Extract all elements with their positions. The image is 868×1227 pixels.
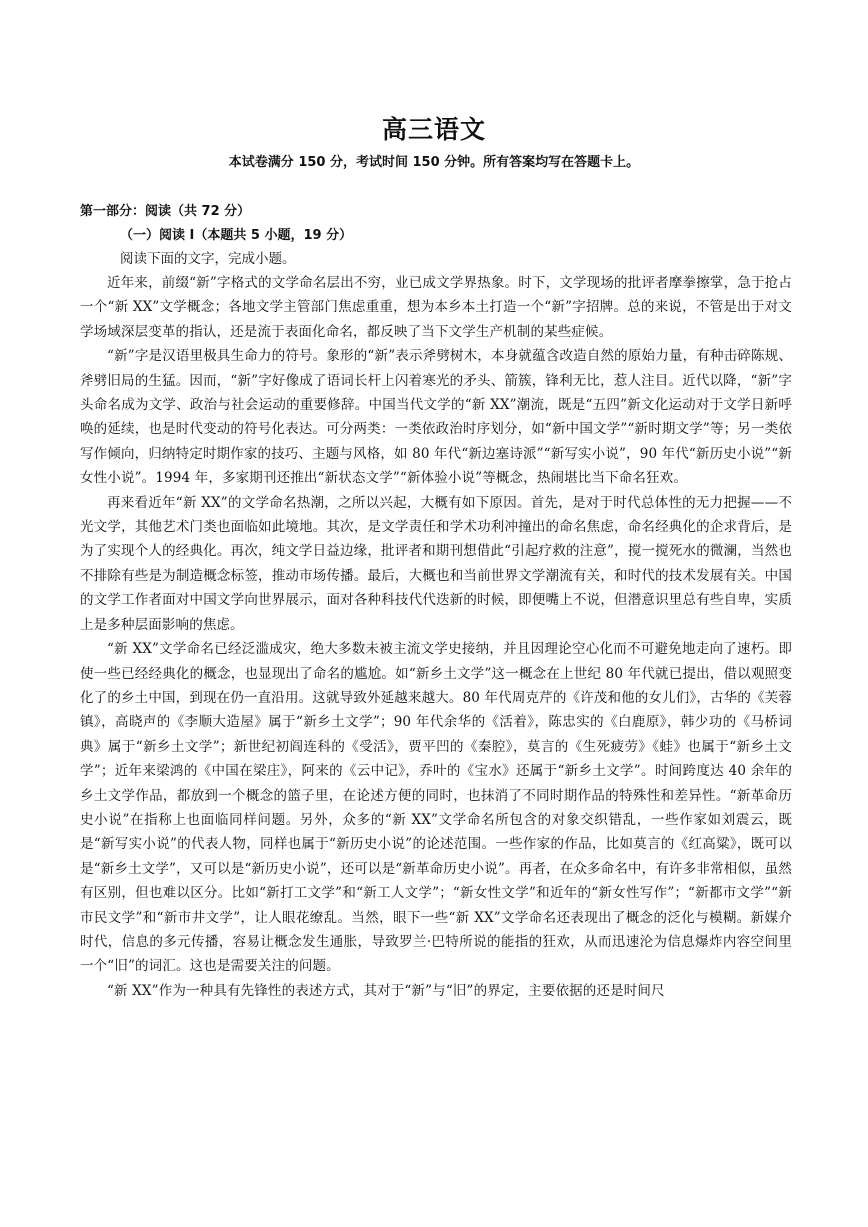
passage-paragraph-1: 近年来，前缀“新”字格式的文学命名层出不穷，业已成文学界热象。时下，文学现场的批评者摩拳擦掌，急于抢占一个“新 XX”文学概念；各地文学主管部门焦虑重重，想为本乡本土打造一个“新”字招牌。总的来说，不管是出于对文学场域深层变革的指认，还是流于表面化命名，都反映了当下文学生产机制的某些症候。 [80,275,792,340]
reading-passage [80,271,792,1003]
exam-title: 高三语文 [381,115,486,144]
part-heading: 第一部分：阅读（共 72 分） [80,204,251,219]
exam-subtitle: 本试卷满分 150 分，考试时间 150 分钟。所有答案均写在答题卡上。 [228,155,640,170]
section-heading: （一）阅读 I（本题共 5 小题，19 分） [120,228,353,243]
passage-paragraph-3: 再来看近年“新 XX”的文学命名热潮，之所以兴起，大概有如下原因。首先，是对于时代总体性的无力把握——不光文学，其他艺术门类也面临如此境地。其次，是文学责任和学术功利冲撞出的命名焦虑，命名经典化的企求背后，是为了实现个人的经典化。再次，纯文学日益边缘，批评者和期刊想借此“引起疗救的注意”，搅一搅死水的微澜，当然也不排除有些是为制造概念标签，推动市场传播。最后，大概也和当前世界文学潮流有关，和时代的技术发展有关。中国的文学工作者面对中国文学向世界展示，面对各种科技代代迭新的时候，即便嘴上不说，但潜意识里总有些自卑，实质上是多种层面影响的焦虑。 [80,494,792,633]
passage-paragraph-5: “新 XX”作为一种具有先锋性的表述方式，其对于“新”与“旧”的界定，主要依据的还是时间尺 [107,982,665,999]
reading-instruction: 阅读下面的文字，完成小题。 [120,251,296,267]
passage-paragraph-2: “新”字是汉语里极具生命力的符号。象形的“新”表示斧劈树木，本身就蕴含改造自然的原始力量，有种击碎陈规、斧劈旧局的生猛。因而，“新”字好像成了语词长杆上闪着寒光的矛头、箭簇，锋利无比，惹人注目。近代以降，“新”字头命名成为文学、政治与社会运动的重要修辞。中国当代文学的“新 XX”潮流，既是“五四”新文化运动对于文学日新呼唤的延续，也是时代变动的符号化表达。可分两类：一类依政治时序划分，如“新中国文学”“新时期文学”等；另一类依写作倾向，归纳特定时期作家的技巧、主题与风格，如 80 年代“新边塞诗派”“新写实小说”，90 年代“新历史小说”“新女性小说”。1994 年，多家期刊还推出“新状态文学”“新体验小说”等概念，热闹堪比当下命名狂欢。 [80,348,792,487]
passage-paragraph-4: “新 XX”文学命名已经泛滥成灾，绝大多数未被主流文学史接纳，并且因理论空心化而不可避免地走向了速朽。即使一些已经经典化的概念，也显现出了命名的尴尬。如“新乡土文学”这一概念在上世纪 80 年代就已提出，借以观照变化了的乡土中国，到现在仍一直沿用。这就导致外延越来越大。80 年代周克芹的《许茂和他的女儿们》，古华的《芙蓉镇》，高晓声的《李顺大造屋》属于“新乡土文学”；90 年代余华的《活着》，陈忠实的《白鹿原》，韩少功的《马桥词典》属于“新乡土文学”；新世纪初阎连科的《受活》，贾平凹的《秦腔》，莫言的《生死疲劳》《蛙》也属于“新乡土文学”；近年来梁鸿的《中国在梁庄》，阿来的《云中记》，乔叶的《宝水》还属于“新乡土文学”。时间跨度达 40 余年的乡土文学作品，都放到一个概念的篮子里，在论述方便的同时，也抹消了不同时期作品的特殊性和差异性。“新革命历史小说”在指称上也面临同样问题。另外，众多的“新 XX”文学命名所包含的对象交织错乱，一些作家如刘震云，既是“新写实小说”的代表人物，同样也属于“新历史小说”的论述范围。一些作家的作品，比如莫言的《红高粱》，既可以是“新乡土文学”，又可以是“新历史小说”，还可以是“新革命历史小说”。再者，在众多命名中，有许多非常相似，虽然有区别，但也难以区分。比如“新打工文学”和“新工人文学”；“新女性文学”和近年的“新女性写作”；“新都市文学”“新市民文学”和“新市井文学”，让人眼花缭乱。当然，眼下一些“新 XX”文学命名还表现出了概念的泛化与模糊。新媒介时代，信息的多元传播，容易让概念发生通胀，导致罗兰·巴特所说的能指的狂欢，从而迅速沦为信息爆炸内容空间里一个“旧”的词汇。这也是需要关注的问题。 [80,641,792,975]
